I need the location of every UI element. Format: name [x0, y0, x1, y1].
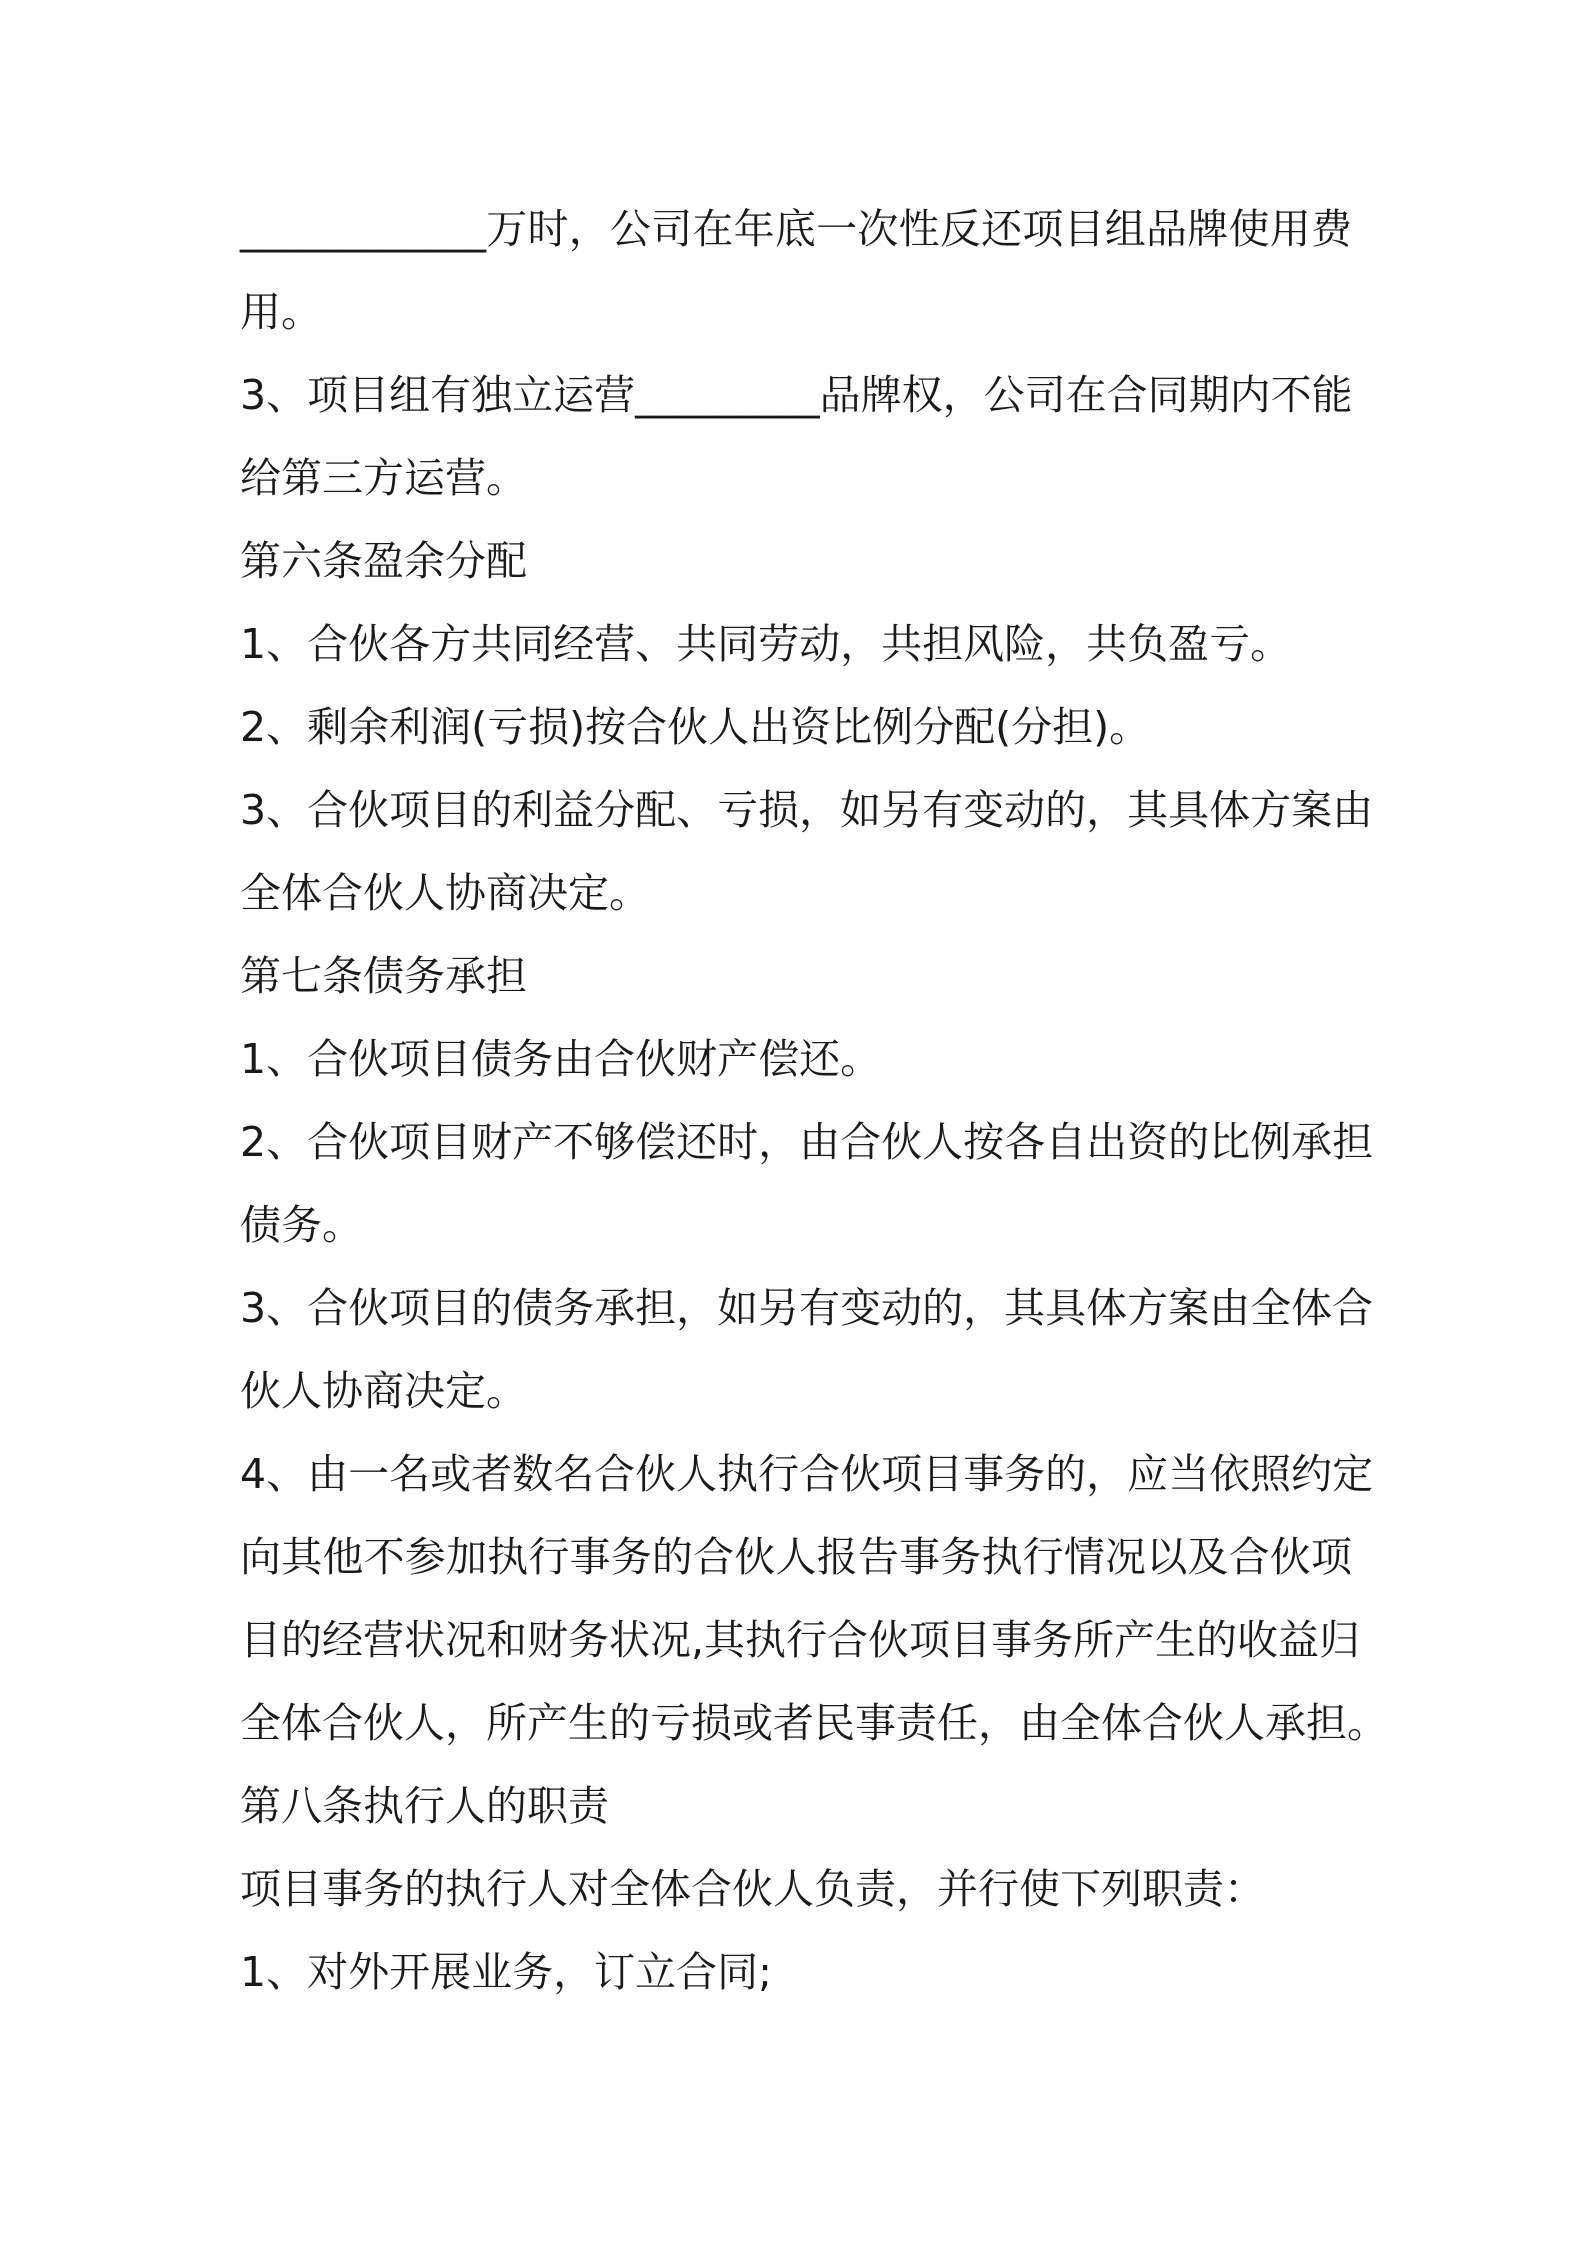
- text-line: 3、项目组有独立运营_________品牌权，公司在合同期内不能: [240, 371, 1353, 419]
- text-line: 1、对外开展业务，订立合同;: [240, 1948, 772, 1996]
- section-heading: 第八条执行人的职责: [240, 1782, 609, 1830]
- text-line: 3、合伙项目的利益分配、亏损，如另有变动的，其具体方案由: [240, 786, 1374, 834]
- section-heading: 第七条债务承担: [240, 952, 527, 1000]
- text-line: 项目事务的执行人对全体合伙人负责，并行使下列职责：: [240, 1865, 1265, 1913]
- text-line: 给第三方运营。: [240, 454, 527, 502]
- text-line: 用。: [240, 288, 322, 336]
- text-line: 目的经营状况和财务状况,其执行合伙项目事务所产生的收益归: [240, 1616, 1361, 1664]
- document-body: [240, 188, 1388, 2014]
- text-line: 债务。: [240, 1201, 363, 1249]
- text-line: 2、合伙项目财产不够偿还时，由合伙人按各自出资的比例承担: [240, 1118, 1374, 1166]
- text-line: 4、由一名或者数名合伙人执行合伙项目事务的，应当依照约定: [240, 1450, 1374, 1498]
- text-line: 向其他不参加执行事务的合伙人报告事务执行情况以及合伙项: [240, 1533, 1352, 1581]
- text-line: 伙人协商决定。: [240, 1367, 527, 1415]
- text-line: 1、合伙项目债务由合伙财产偿还。: [240, 1035, 882, 1083]
- text-line: ____________万时，公司在年底一次性反还项目组品牌使用费: [240, 205, 1352, 253]
- text-line: 全体合伙人协商决定。: [240, 869, 650, 917]
- text-line: 全体合伙人，所产生的亏损或者民事责任，由全体合伙人承担。: [240, 1699, 1388, 1747]
- text-line: 3、合伙项目的债务承担，如另有变动的，其具体方案由全体合: [240, 1284, 1374, 1332]
- section-heading: 第六条盈余分配: [240, 537, 527, 585]
- text-line: 2、剩余利润(亏损)按合伙人出资比例分配(分担)。: [240, 703, 1151, 751]
- text-line: 1、合伙各方共同经营、共同劳动，共担风险，共负盈亏。: [240, 620, 1292, 668]
